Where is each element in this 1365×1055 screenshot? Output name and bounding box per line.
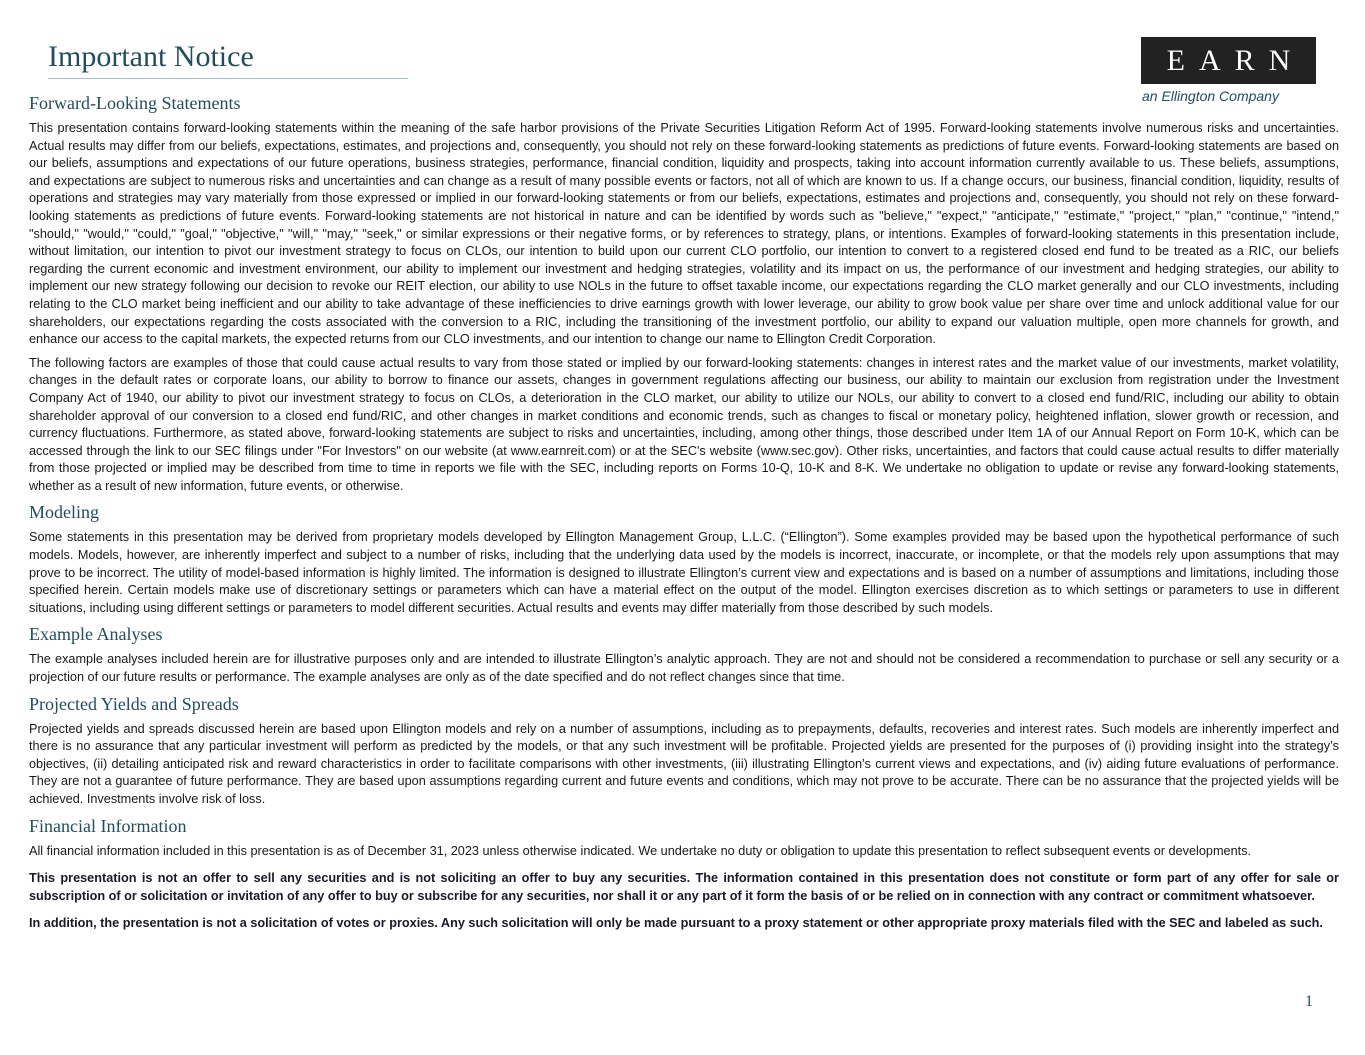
section-heading: Financial Information bbox=[29, 815, 187, 836]
page-title: Important Notice bbox=[48, 40, 254, 73]
section-paragraph: All financial information included in this presentation is as of December 31, 2023 unless otherwise indicated. We undertake no duty or obligation to update this presentation to reflect subsequent events or developments. bbox=[29, 843, 1252, 858]
section-heading: Projected Yields and Spreads bbox=[29, 693, 239, 714]
logo-tagline: an Ellington Company bbox=[1142, 88, 1279, 104]
section-financial-information bbox=[29, 815, 1339, 861]
section-heading: Modeling bbox=[29, 502, 99, 523]
section-forward-looking bbox=[29, 92, 1339, 495]
title-underline bbox=[48, 78, 408, 79]
earn-logo: EARN bbox=[1141, 37, 1316, 84]
section-paragraph: Some statements in this presentation may be derived from proprietary models developed by Ellington Management Group, L.L.C. (“Ellington”). Some examples provided may be based upon the hypothetical performance of such models. Models, however, are inherently imperfect and subject to a number of risks, including that the underlying data used by the models is incorrect, inaccurate, or incomplete, or that the models rely upon assumptions that may prove to be incorrect. The utility of model-based information is highly limited. The information is designed to illustrate Ellington’s current view and expectations and is based on a number of assumptions and limitations, including those specified herein. Certain models make use of discretionary settings or parameters which can have a material effect on the output of the model. Ellington exercises discretion as to which settings or parameters to use in different situations, including using different settings or parameters to model different securities. Actual results and events may differ materially from those described by such models. bbox=[29, 530, 1339, 615]
section-paragraph: Projected yields and spreads discussed herein are based upon Ellington models and rely on a number of assumptions, including as to prepayments, defaults, recoveries and interest rates. Such models are inherently imperfect and there is no assurance that any particular investment will perform as predicted by the models, or that any such investment will be profitable. Projected yields are presented for the purposes of (i) providing insight into the strategy’s objectives, (ii) detailing anticipated risk and reward characteristics in order to facilitate comparisons with other investments, (iii) illustrating Ellington’s current views and expectations, and (iv) aiding future evaluations of performance. They are not a guarantee of future performance. They are based upon assumptions regarding current and future events and conditions, which may not prove to be accurate. There can be no assurance that the projected yields will be achieved. Investments involve risk of loss. bbox=[29, 721, 1339, 806]
section-paragraph: The example analyses included herein are for illustrative purposes only and are intended to illustrate Ellington’s analytic approach. They are not and should not be considered a recommendation to purchase or sell any security or a projection of our future results or performance. The example analyses are only as of the date specified and do not reflect changes since that time. bbox=[29, 652, 1339, 685]
section-modeling bbox=[29, 501, 1339, 617]
notice-content bbox=[29, 92, 1339, 939]
section-paragraph: The following factors are examples of those that could cause actual results to vary from those stated or implied by our forward-looking statements: changes in interest rates and the market value of our investments, market volatility, changes in the default rates or corporate loans, our ability to borrow to finance our assets, changes in government regulations affecting our business, our ability to maintain our exclusion from registration under the Investment Company Act of 1940, our ability to pivot our investment strategy to focus on CLOs, a deterioration in the CLO market, our ability to utilize our NOLs, our ability to convert to a closed end fund/RIC, including our ability to obtain shareholder approval of our conversion to a closed end fund/RIC, and other changes in market conditions and economic trends, such as changes to fiscal or monetary policy, heightened inflation, slower growth or recession, and currency fluctuations. Furthermore, as stated above, forward-looking statements are subject to risks and uncertainties, including, among other things, those described under Item 1A of our Annual Report on Form 10-K, which can be accessed through the link to our SEC filings under "For Investors" on our website (at www.earnreit.com) or at the SEC's website (www.sec.gov). Other risks, uncertainties, and factors that could cause actual results to differ materially from those projected or implied may be described from time to time in reports we file with the SEC, including reports on Forms 10-Q, 10-K and 8-K. We undertake no obligation to update or revise any forward-looking statements, whether as a result of new information, future events, or otherwise. bbox=[29, 355, 1339, 493]
offer-disclaimer: This presentation is not an offer to sell any securities and is not soliciting an offer to buy any securities. The information contained in this presentation does not constitute or form part of any offer for sale or subscription of or solicitation or invitation of any offer to buy or subscribe for any securities, nor shall it or any part of it form the basis of or be relied on in connection with any contract or commitment whatsoever. bbox=[29, 871, 1339, 903]
page-number: 1 bbox=[1305, 993, 1313, 1010]
section-projected-yields bbox=[29, 693, 1339, 809]
section-paragraph: This presentation contains forward-looking statements within the meaning of the safe harbor provisions of the Private Securities Litigation Reform Act of 1995. Forward-looking statements involve numerous risks and uncertainties. Actual results may differ from our beliefs, expectations, estimates, and projections and, consequently, you should not rely on these forward-looking statements as predictions of future events. Forward-looking statements are based on our beliefs, assumptions and expectations of our future operations, business strategies, performance, financial condition, liquidity and prospects, taking into account information currently available to us. These beliefs, assumptions, and expectations are subject to numerous risks and uncertainties and can change as a result of many possible events or factors, not all of which are known to us. If a change occurs, our business, financial condition, liquidity, results of operations and strategies may vary materially from those expressed or implied in our forward-looking statements or from our beliefs, expectations, estimates and projections and, consequently, you should not rely on these forward-looking statements as predictions of future events. Forward-looking statements are not historical in nature and can be identified by words such as "believe," "expect," "anticipate," "estimate," "project," "plan," "continue," "intend," "should," "would," "could," "goal," "objective," "will," "may," "seek," or similar expressions or their negative forms, or by references to strategy, plans, or intentions. Examples of forward-looking statements in this presentation include, without limitation, our intention to pivot our investment strategy to focus on CLOs, our intention to build upon our current CLO portfolio, our intention to convert to a registered closed end fund to be treated as a RIC, our beliefs regarding the current economic and investment environment, our ability to implement our investment and hedging strategies, volatility and its impact on us, the performance of our investment and hedging strategies, our ability to implement our new strategy following our decision to revoke our REIT election, our ability to use NOLs in the future to offset taxable income, our expectations regarding the CLO market generally and our CLO investments, including relating to the CLO market being inefficient and our ability to take advantage of these inefficiencies to drive earnings growth with lower leverage, our ability to grow book value per share over time and unlock additional value for our shareholders, our expectations regarding the costs associated with the conversion to a RIC, including the transitioning of the investment portfolio, our ability to expand our valuation multiple, open more channels for growth, and enhance our access to the capital markets, the expected returns from our CLO investments, and our intention to change our name to Ellington Credit Corporation. bbox=[29, 121, 1339, 347]
section-example-analyses bbox=[29, 623, 1339, 686]
section-heading: Forward-Looking Statements bbox=[29, 93, 241, 113]
proxy-disclaimer: In addition, the presentation is not a solicitation of votes or proxies. Any such solicitation will only be made pursuant to a proxy statement or other appropriate proxy materials filed with the SEC and labeled as such. bbox=[29, 916, 1323, 931]
section-heading: Example Analyses bbox=[29, 624, 163, 645]
